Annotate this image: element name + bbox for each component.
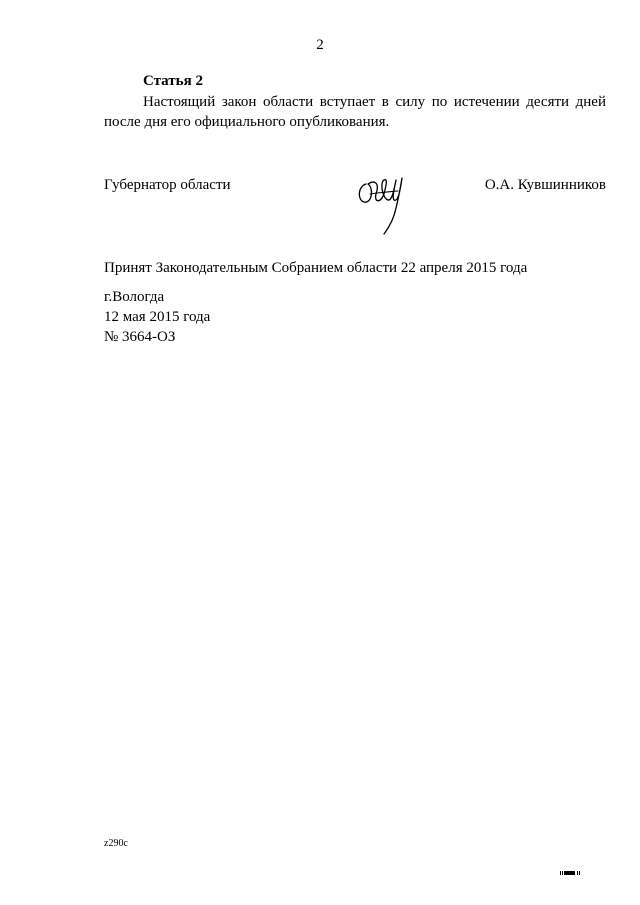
- article-heading: Статья 2: [143, 73, 203, 89]
- page-number: 2: [316, 37, 324, 53]
- signer-name: О.А. Кувшинников: [484, 177, 606, 193]
- place-of-signing: г.Вологда: [104, 289, 165, 305]
- article-body: Настоящий закон области вступает в силу по истечении десяти дней после дня его официального опубликования.: [104, 94, 606, 130]
- document-code: z290c: [104, 838, 128, 849]
- signing-date: 12 мая 2015 года: [104, 309, 211, 325]
- signer-title: Губернатор области: [104, 177, 231, 193]
- barcode-icon: [560, 870, 582, 876]
- signature-block: [104, 177, 606, 257]
- adoption-statement: Принят Законодательным Собранием области 22 апреля 2015 года: [104, 260, 528, 276]
- law-number: № 3664-ОЗ: [104, 329, 176, 345]
- handwritten-signature-icon: [352, 164, 412, 244]
- place-date-block: [104, 287, 210, 347]
